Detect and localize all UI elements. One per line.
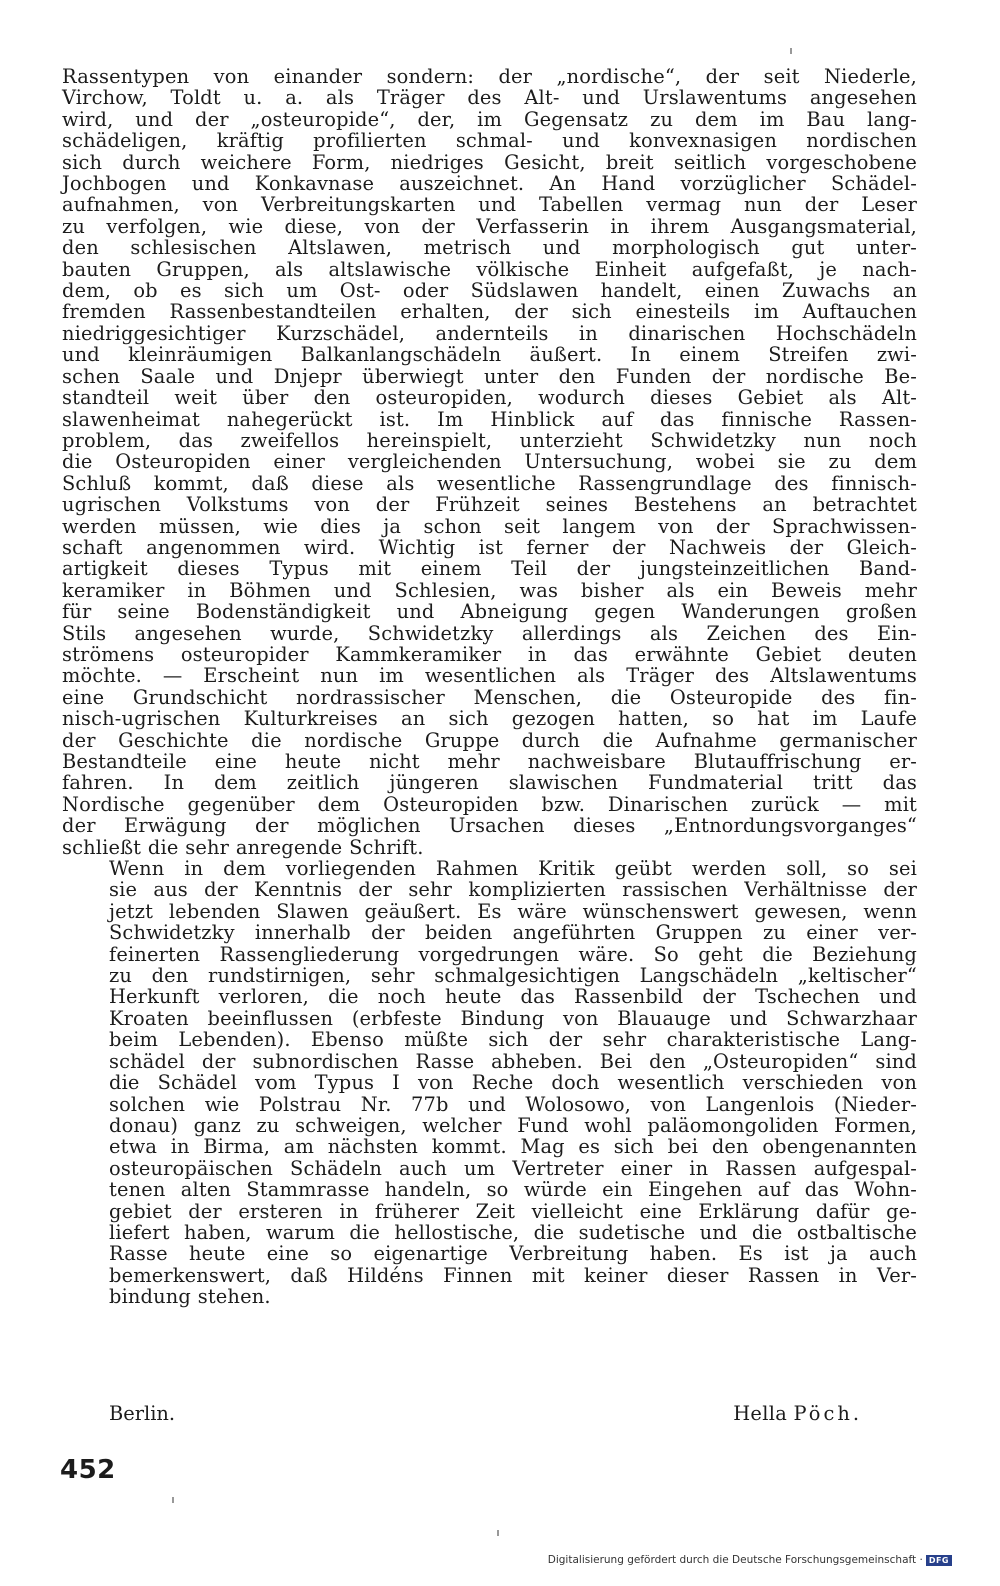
- scan-speck: [172, 1497, 174, 1503]
- text-line: Schluß kommt, daß diese als wesentliche Rassengrundlage des finnisch-: [62, 471, 917, 495]
- text-line: standteil weit über den osteuropiden, wodurch dieses Gebiet als Alt-: [62, 386, 917, 410]
- text-line: beim Lebenden). Ebenso müßte sich der sehr charakteristische Lang-: [109, 1028, 917, 1052]
- text-line: werden müssen, wie dies ja schon seit langem von der Sprachwissen-: [62, 514, 917, 538]
- text-line: liefert haben, warum die hellostische, die sudetische und die ostbaltische: [109, 1220, 917, 1244]
- paragraph: [62, 66, 917, 858]
- text-line: jetzt lebenden Slawen geäußert. Es wäre wünschenswert gewesen, wenn: [109, 899, 917, 923]
- text-line: sie aus der Kenntnis der sehr komplizierten rassischen Verhältnisse der: [109, 878, 917, 902]
- text-line: niedriggesichtiger Kurzschädel, andernteils in dinarischen Hochschädeln: [62, 321, 917, 345]
- text-column: [62, 66, 917, 1308]
- text-line: schädeligen, kräftig profilierten schmal- und konvexnasigen nordischen: [62, 129, 917, 153]
- scan-speck: [497, 1530, 499, 1536]
- credit-text: Digitalisierung gefördert durch die Deutsche Forschungsgemeinschaft ·: [547, 1554, 923, 1566]
- text-line: gebiet der ersteren in früherer Zeit vielleicht eine Erklärung dafür ge-: [109, 1199, 917, 1223]
- text-line: der Geschichte die nordische Gruppe durch die Aufnahme germanischer: [62, 728, 917, 752]
- text-line: donau) ganz zu schweigen, welcher Fund wohl paläomongoliden Formen,: [109, 1113, 917, 1137]
- text-line: dem, ob es sich um Ost- oder Südslawen handelt, einen Zuwachs an: [62, 279, 917, 303]
- text-line: schließt die sehr anregende Schrift.: [62, 835, 424, 859]
- text-line: schen Saale und Dnjepr überwiegt unter den Funden der nordische Be-: [62, 364, 917, 388]
- place-name: Berlin.: [109, 1402, 176, 1425]
- text-line: keramiker in Böhmen und Schlesien, was bisher als ein Beweis mehr: [62, 578, 917, 602]
- text-line: bindung stehen.: [109, 1285, 271, 1309]
- text-line: sich durch weichere Form, niedriges Gesicht, breit seitlich vorgeschobene: [62, 150, 917, 174]
- text-line: Herkunft verloren, die noch heute das Rassenbild der Tschechen und: [109, 985, 917, 1009]
- text-line: Virchow, Toldt u. a. als Träger des Alt- und Urslawentums angesehen: [62, 86, 917, 110]
- text-line: und kleinräumigen Balkanlangschädeln äußert. In einem Streifen zwi-: [62, 343, 917, 367]
- text-line: artigkeit dieses Typus mit einem Teil der jungsteinzeitlichen Band-: [62, 557, 917, 581]
- text-line: problem, das zweifellos hereinspielt, unterzieht Schwidetzky nun noch: [62, 428, 917, 452]
- text-line: zu verfolgen, wie diese, von der Verfasserin in ihrem Ausgangsmaterial,: [62, 214, 917, 238]
- text-line: Nordische gegenüber dem Osteuropiden bzw. Dinarischen zurück — mit: [62, 792, 917, 816]
- text-line: fremden Rassenbestandteilen erhalten, der sich einesteils im Auftauchen: [62, 300, 917, 324]
- text-line: Wenn in dem vorliegenden Rahmen Kritik geübt werden soll, so sei: [109, 857, 917, 881]
- text-line: feinerten Rassengliederung vorgedrungen wäre. So geht die Beziehung: [109, 942, 917, 966]
- text-line: slawenheimat nahegerückt ist. Im Hinblick auf das finnische Rassen-: [62, 407, 917, 431]
- text-line: schaft angenommen wird. Wichtig ist ferner der Nachweis der Gleich-: [62, 535, 917, 559]
- text-line: tenen alten Stammrasse handeln, so würde ein Eingehen auf das Wohn-: [109, 1178, 917, 1202]
- scan-speck: [790, 48, 792, 54]
- text-line: bemerkenswert, daß Hildéns Finnen mit keiner dieser Rassen in Ver-: [109, 1263, 917, 1287]
- text-line: Schwidetzky innerhalb der beiden angeführten Gruppen zu einer ver-: [109, 921, 917, 945]
- text-line: strömens osteuropider Kammkeramiker in das erwähnte Gebiet deuten: [62, 642, 917, 666]
- text-line: Rassentypen von einander sondern: der „nordische“, der seit Niederle,: [62, 65, 917, 88]
- text-line: der Erwägung der möglichen Ursachen dieses „Entnordungsvorganges“: [62, 814, 917, 838]
- text-line: wird, und der „osteuropide“, der, im Gegensatz zu dem im Bau lang-: [62, 107, 917, 131]
- paragraph: [62, 858, 917, 1308]
- text-line: solchen wie Polstrau Nr. 77b und Wolosowo, von Langenlois (Nieder-: [109, 1092, 917, 1116]
- dfg-logo-icon: DFG: [926, 1555, 952, 1566]
- text-line: aufnahmen, von Verbreitungskarten und Tabellen vermag nun der Leser: [62, 193, 917, 217]
- text-line: Jochbogen und Konkavnase auszeichnet. An Hand vorzüglicher Schädel-: [62, 172, 917, 196]
- text-line: schädel der subnordischen Rasse abheben. Bei den „Osteuropiden“ sind: [109, 1049, 917, 1073]
- text-line: ugrischen Volkstums von der Frühzeit seines Bestehens an betrachtet: [62, 493, 917, 517]
- text-line: nisch-ugrischen Kulturkreises an sich gezogen hatten, so hat im Laufe: [62, 707, 917, 731]
- text-line: osteuropäischen Schädeln auch um Vertreter einer in Rassen aufgespal-: [109, 1156, 917, 1180]
- page-body: [62, 66, 917, 1308]
- text-line: zu den rundstirnigen, sehr schmalgesichtigen Langschädeln „keltischer“: [109, 964, 917, 988]
- author-name: Hella Pöch.: [733, 1402, 862, 1425]
- text-line: Stils angesehen wurde, Schwidetzky allerdings als Zeichen des Ein-: [62, 621, 917, 645]
- digitization-credit: [548, 1554, 952, 1566]
- text-line: Rasse heute eine so eigenartige Verbreitung haben. Es ist ja auch: [109, 1242, 917, 1266]
- text-line: eine Grundschicht nordrassischer Menschen, die Osteuropide des fin-: [62, 685, 917, 709]
- text-line: die Schädel vom Typus I von Reche doch wesentlich verschieden von: [109, 1071, 917, 1095]
- text-line: bauten Gruppen, als altslawische völkische Einheit aufgefaßt, je nach-: [62, 257, 917, 281]
- text-line: den schlesischen Altslawen, metrisch und morphologisch gut unter-: [62, 236, 917, 260]
- text-line: etwa in Birma, am nächsten kommt. Mag es sich bei den obengenannten: [109, 1135, 917, 1159]
- text-line: fahren. In dem zeitlich jüngeren slawischen Fundmaterial tritt das: [62, 771, 917, 795]
- text-line: Kroaten beeinflussen (erbfeste Bindung von Blauauge und Schwarzhaar: [109, 1006, 917, 1030]
- text-line: die Osteuropiden einer vergleichenden Untersuchung, wobei sie zu dem: [62, 450, 917, 474]
- text-line: für seine Bodenständigkeit und Abneigung gegen Wanderungen großen: [62, 600, 917, 624]
- text-line: Bestandteile eine heute nicht mehr nachweisbare Blutauffrischung er-: [62, 750, 917, 773]
- page-number: 452: [60, 1455, 116, 1485]
- text-line: möchte. — Erscheint nun im wesentlichen als Träger des Altslawentums: [62, 664, 917, 688]
